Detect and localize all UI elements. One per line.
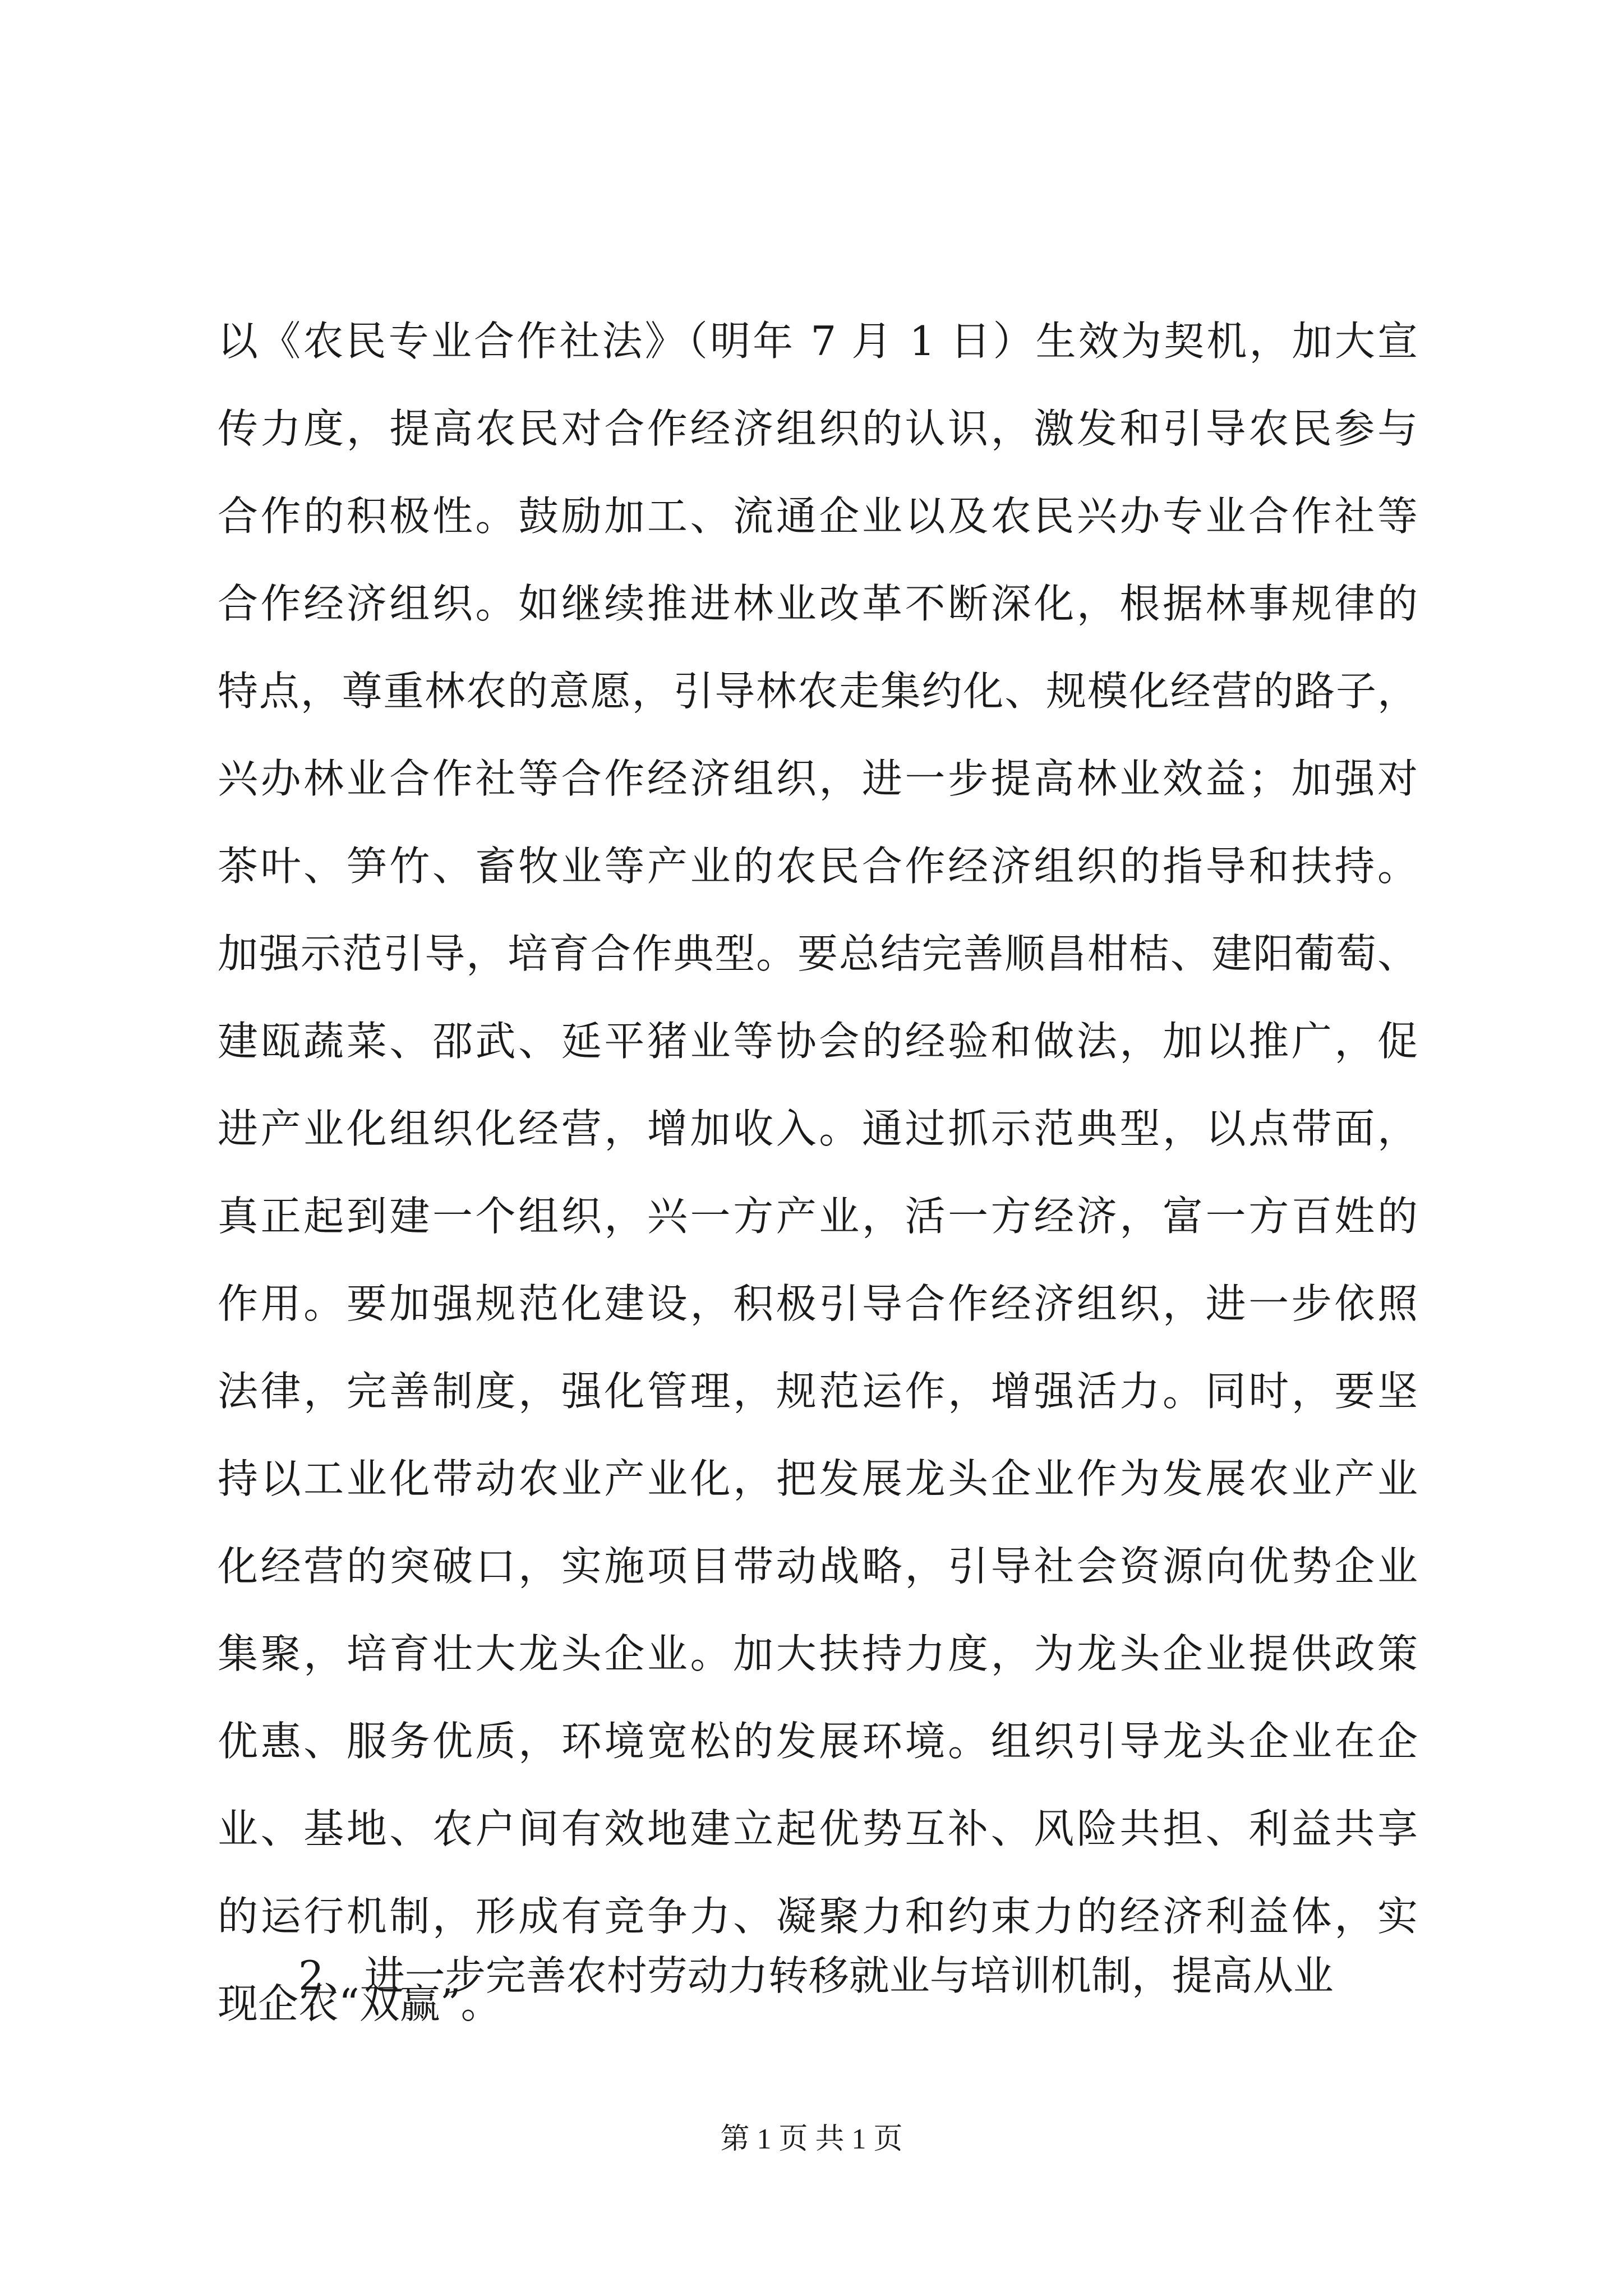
text-line: 合作经济组织。如继续推进林业改革不断深化，根据林事规律的 (218, 580, 1418, 627)
page-footer (0, 2115, 1623, 2157)
text-line: 的运行机制，形成有竞争力、凝聚力和约束力的经济利益体，实 (218, 1893, 1418, 1940)
text-line: 以《农民专业合作社法》（明年 7 月 1 日）生效为契机，加大宣 (218, 318, 1418, 365)
text-line: 法律，完善制度，强化管理，规范运作，增强活力。同时，要坚 (218, 1368, 1418, 1415)
paragraph-2 (218, 1932, 1418, 2019)
text-line: 加强示范引导，培育合作典型。要总结完善顺昌柑桔、建阳葡萄、 (218, 930, 1418, 977)
text-line: 特点，尊重林农的意愿，引导林农走集约化、规模化经营的路子， (218, 668, 1418, 715)
text-line: 化经营的突破口，实施项目带动战略，引导社会资源向优势企业 (218, 1543, 1418, 1590)
text-line: 2、进一步完善农村劳动力转移就业与培训机制，提高从业 (298, 1952, 1334, 1999)
text-line: 传力度，提高农民对合作经济组织的认识，激发和引导农民参与 (218, 405, 1418, 452)
text-line: 持以工业化带动农业产业化，把发展龙头企业作为发展农业产业 (218, 1455, 1418, 1502)
text-line: 现企农“双赢”。 (218, 1980, 501, 2027)
page-number: 第 1 页 共 1 页 (720, 2123, 903, 2155)
paragraph-1 (218, 297, 1418, 2047)
text-line: 集聚，培育壮大龙头企业。加大扶持力度，为龙头企业提供政策 (218, 1630, 1418, 1677)
text-line: 茶叶、笋竹、畜牧业等产业的农民合作经济组织的指导和扶持。 (218, 843, 1418, 890)
text-line: 建瓯蔬菜、邵武、延平猪业等协会的经验和做法，加以推广，促 (218, 1018, 1418, 1065)
text-line: 合作的积极性。鼓励加工、流通企业以及农民兴办专业合作社等 (218, 493, 1418, 540)
text-line: 业、基地、农户间有效地建立起优势互补、风险共担、利益共享 (218, 1805, 1418, 1852)
text-line: 作用。要加强规范化建设，积极引导合作经济组织，进一步依照 (218, 1280, 1418, 1327)
text-line: 兴办林业合作社等合作经济组织，进一步提高林业效益；加强对 (218, 755, 1418, 802)
text-line: 真正起到建一个组织，兴一方产业，活一方经济，富一方百姓的 (218, 1193, 1418, 1240)
text-line: 优惠、服务优质，环境宽松的发展环境。组织引导龙头企业在企 (218, 1718, 1418, 1765)
text-line: 进产业化组织化经营，增加收入。通过抓示范典型，以点带面， (218, 1105, 1418, 1152)
